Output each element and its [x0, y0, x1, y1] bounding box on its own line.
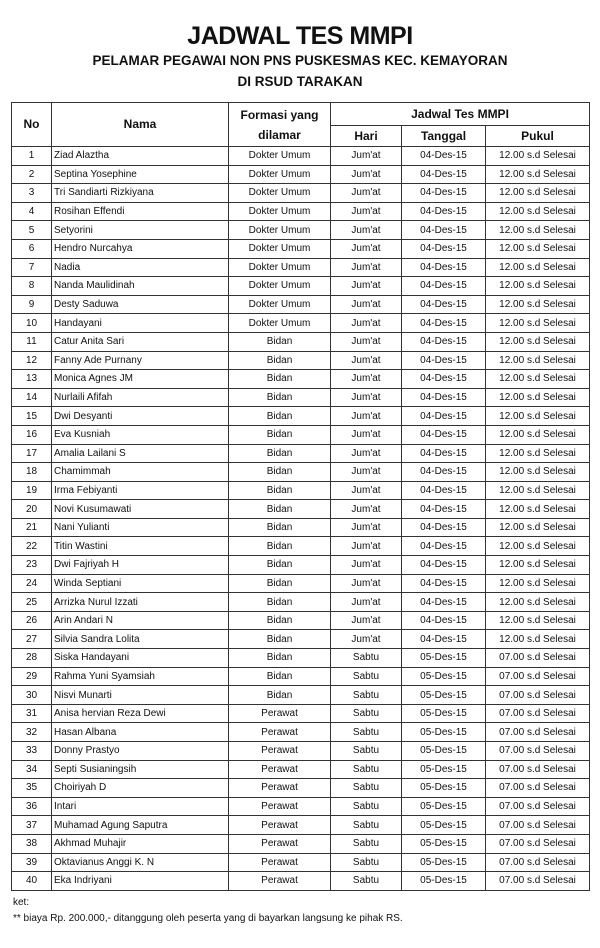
cell-tanggal: 05-Des-15 — [402, 742, 486, 761]
cell-hari: Jum'at — [331, 295, 402, 314]
cell-tanggal: 05-Des-15 — [402, 723, 486, 742]
cell-tanggal: 05-Des-15 — [402, 853, 486, 872]
table-row — [12, 147, 590, 166]
cell-no: 20 — [12, 500, 52, 519]
cell-nama: Intari — [52, 797, 229, 816]
cell-nama: Dwi Desyanti — [52, 407, 229, 426]
cell-no: 2 — [12, 165, 52, 184]
cell-formasi: Bidan — [229, 351, 331, 370]
cell-no: 15 — [12, 407, 52, 426]
page-subtitle-location: DI RSUD TARAKAN — [237, 74, 363, 89]
cell-formasi: Bidan — [229, 518, 331, 537]
table-row — [12, 742, 590, 761]
cell-hari: Jum'at — [331, 425, 402, 444]
cell-hari: Jum'at — [331, 239, 402, 258]
cell-formasi: Dokter Umum — [229, 295, 331, 314]
table-row — [12, 816, 590, 835]
cell-hari: Jum'at — [331, 463, 402, 482]
cell-hari: Jum'at — [331, 500, 402, 519]
cell-tanggal: 04-Des-15 — [402, 537, 486, 556]
cell-pukul: 12.00 s.d Selesai — [486, 574, 590, 593]
cell-hari: Sabtu — [331, 723, 402, 742]
cell-hari: Sabtu — [331, 667, 402, 686]
cell-pukul: 12.00 s.d Selesai — [486, 481, 590, 500]
cell-formasi: Bidan — [229, 667, 331, 686]
table-row — [12, 370, 590, 389]
cell-tanggal: 04-Des-15 — [402, 165, 486, 184]
table-row — [12, 834, 590, 853]
table-row — [12, 239, 590, 258]
table-row — [12, 444, 590, 463]
cell-formasi: Dokter Umum — [229, 184, 331, 203]
table-row — [12, 518, 590, 537]
cell-hari: Jum'at — [331, 630, 402, 649]
cell-nama: Titin Wastini — [52, 537, 229, 556]
cell-pukul: 12.00 s.d Selesai — [486, 370, 590, 389]
cell-formasi: Perawat — [229, 760, 331, 779]
cell-nama: Nani Yulianti — [52, 518, 229, 537]
cell-tanggal: 04-Des-15 — [402, 351, 486, 370]
cell-hari: Jum'at — [331, 537, 402, 556]
cell-hari: Jum'at — [331, 481, 402, 500]
cell-hari: Jum'at — [331, 221, 402, 240]
cell-formasi: Bidan — [229, 686, 331, 705]
cell-hari: Jum'at — [331, 165, 402, 184]
cell-hari: Sabtu — [331, 853, 402, 872]
cell-tanggal: 04-Des-15 — [402, 314, 486, 333]
cell-tanggal: 04-Des-15 — [402, 332, 486, 351]
cell-formasi: Dokter Umum — [229, 165, 331, 184]
cell-formasi: Bidan — [229, 649, 331, 668]
cell-hari: Sabtu — [331, 834, 402, 853]
cell-formasi: Bidan — [229, 500, 331, 519]
table-row — [12, 388, 590, 407]
cell-formasi: Perawat — [229, 872, 331, 891]
cell-formasi: Dokter Umum — [229, 147, 331, 166]
table-row — [12, 649, 590, 668]
cell-formasi: Perawat — [229, 723, 331, 742]
cell-no: 7 — [12, 258, 52, 277]
cell-no: 22 — [12, 537, 52, 556]
cell-hari: Jum'at — [331, 444, 402, 463]
cell-pukul: 07.00 s.d Selesai — [486, 667, 590, 686]
cell-nama: Donny Prastyo — [52, 742, 229, 761]
cell-hari: Jum'at — [331, 314, 402, 333]
table-row — [12, 258, 590, 277]
cell-hari: Sabtu — [331, 649, 402, 668]
cell-formasi: Perawat — [229, 834, 331, 853]
page-subtitle: PELAMAR PEGAWAI NON PNS PUSKESMAS KEC. KEMAYORAN — [92, 53, 508, 68]
cell-formasi: Dokter Umum — [229, 258, 331, 277]
cell-no: 3 — [12, 184, 52, 203]
table-row — [12, 481, 590, 500]
table-row — [12, 872, 590, 891]
cell-formasi: Perawat — [229, 816, 331, 835]
table-row — [12, 760, 590, 779]
cell-tanggal: 04-Des-15 — [402, 221, 486, 240]
cell-no: 12 — [12, 351, 52, 370]
cell-pukul: 12.00 s.d Selesai — [486, 239, 590, 258]
cell-pukul: 12.00 s.d Selesai — [486, 611, 590, 630]
cell-hari: Sabtu — [331, 704, 402, 723]
table-row — [12, 425, 590, 444]
table-row — [12, 332, 590, 351]
cell-no: 19 — [12, 481, 52, 500]
table-body — [12, 147, 590, 891]
cell-no: 6 — [12, 239, 52, 258]
column-header-formasi: Formasi yang dilamar — [229, 103, 331, 147]
cell-no: 38 — [12, 834, 52, 853]
cell-tanggal: 05-Des-15 — [402, 704, 486, 723]
table-row — [12, 686, 590, 705]
cell-pukul: 07.00 s.d Selesai — [486, 742, 590, 761]
cell-nama: Hendro Nurcahya — [52, 239, 229, 258]
cell-pukul: 07.00 s.d Selesai — [486, 872, 590, 891]
cell-no: 33 — [12, 742, 52, 761]
cell-hari: Jum'at — [331, 277, 402, 296]
cell-no: 24 — [12, 574, 52, 593]
cell-nama: Septi Susianingsih — [52, 760, 229, 779]
cell-formasi: Bidan — [229, 332, 331, 351]
table-row — [12, 667, 590, 686]
cell-formasi: Dokter Umum — [229, 202, 331, 221]
cell-pukul: 12.00 s.d Selesai — [486, 332, 590, 351]
column-header-pukul: Pukul — [486, 126, 590, 147]
cell-no: 14 — [12, 388, 52, 407]
cell-pukul: 12.00 s.d Selesai — [486, 444, 590, 463]
note-text: ** biaya Rp. 200.000,- ditanggung oleh peserta yang di bayarkan langsung ke pihak RS. — [13, 913, 403, 924]
column-header-no: No — [12, 103, 52, 147]
cell-pukul: 12.00 s.d Selesai — [486, 407, 590, 426]
cell-tanggal: 04-Des-15 — [402, 630, 486, 649]
cell-pukul: 12.00 s.d Selesai — [486, 147, 590, 166]
cell-tanggal: 04-Des-15 — [402, 556, 486, 575]
cell-formasi: Bidan — [229, 388, 331, 407]
cell-tanggal: 05-Des-15 — [402, 834, 486, 853]
cell-tanggal: 05-Des-15 — [402, 797, 486, 816]
table-row — [12, 704, 590, 723]
cell-nama: Eva Kusniah — [52, 425, 229, 444]
cell-no: 4 — [12, 202, 52, 221]
cell-nama: Chamimmah — [52, 463, 229, 482]
cell-tanggal: 04-Des-15 — [402, 277, 486, 296]
cell-no: 34 — [12, 760, 52, 779]
cell-pukul: 12.00 s.d Selesai — [486, 221, 590, 240]
cell-nama: Arrizka Nurul Izzati — [52, 593, 229, 612]
table-row — [12, 351, 590, 370]
cell-nama: Fanny Ade Purnany — [52, 351, 229, 370]
cell-hari: Jum'at — [331, 258, 402, 277]
cell-formasi: Bidan — [229, 463, 331, 482]
table-row — [12, 611, 590, 630]
cell-nama: Tri Sandiarti Rizkiyana — [52, 184, 229, 203]
cell-nama: Irma Febiyanti — [52, 481, 229, 500]
table-row — [12, 556, 590, 575]
cell-nama: Siska Handayani — [52, 649, 229, 668]
cell-no: 25 — [12, 593, 52, 612]
cell-hari: Jum'at — [331, 407, 402, 426]
cell-nama: Arin Andari N — [52, 611, 229, 630]
cell-pukul: 07.00 s.d Selesai — [486, 649, 590, 668]
cell-nama: Oktavianus Anggi K. N — [52, 853, 229, 872]
cell-no: 26 — [12, 611, 52, 630]
cell-nama: Nanda Maulidinah — [52, 277, 229, 296]
cell-pukul: 07.00 s.d Selesai — [486, 779, 590, 798]
cell-formasi: Bidan — [229, 425, 331, 444]
cell-nama: Dwi Fajriyah H — [52, 556, 229, 575]
cell-tanggal: 04-Des-15 — [402, 295, 486, 314]
cell-hari: Jum'at — [331, 556, 402, 575]
cell-formasi: Bidan — [229, 630, 331, 649]
cell-nama: Rahma Yuni Syamsiah — [52, 667, 229, 686]
cell-nama: Winda Septiani — [52, 574, 229, 593]
cell-tanggal: 04-Des-15 — [402, 239, 486, 258]
cell-nama: Catur Anita Sari — [52, 332, 229, 351]
cell-pukul: 12.00 s.d Selesai — [486, 593, 590, 612]
cell-pukul: 12.00 s.d Selesai — [486, 351, 590, 370]
cell-formasi: Bidan — [229, 444, 331, 463]
cell-formasi: Bidan — [229, 407, 331, 426]
table-row — [12, 797, 590, 816]
cell-nama: Hasan Albana — [52, 723, 229, 742]
cell-hari: Sabtu — [331, 760, 402, 779]
cell-no: 27 — [12, 630, 52, 649]
cell-no: 32 — [12, 723, 52, 742]
cell-no: 16 — [12, 425, 52, 444]
table-row — [12, 500, 590, 519]
cell-formasi: Bidan — [229, 537, 331, 556]
cell-no: 30 — [12, 686, 52, 705]
cell-no: 11 — [12, 332, 52, 351]
cell-formasi: Perawat — [229, 797, 331, 816]
cell-formasi: Bidan — [229, 556, 331, 575]
cell-pukul: 12.00 s.d Selesai — [486, 314, 590, 333]
cell-no: 39 — [12, 853, 52, 872]
cell-tanggal: 05-Des-15 — [402, 872, 486, 891]
cell-pukul: 07.00 s.d Selesai — [486, 760, 590, 779]
cell-formasi: Bidan — [229, 370, 331, 389]
cell-no: 9 — [12, 295, 52, 314]
cell-hari: Jum'at — [331, 388, 402, 407]
table-row — [12, 407, 590, 426]
table-row — [12, 165, 590, 184]
cell-no: 5 — [12, 221, 52, 240]
cell-hari: Jum'at — [331, 518, 402, 537]
cell-formasi: Bidan — [229, 481, 331, 500]
cell-tanggal: 04-Des-15 — [402, 370, 486, 389]
cell-nama: Nisvi Munarti — [52, 686, 229, 705]
cell-pukul: 07.00 s.d Selesai — [486, 834, 590, 853]
cell-formasi: Dokter Umum — [229, 314, 331, 333]
cell-pukul: 07.00 s.d Selesai — [486, 853, 590, 872]
cell-tanggal: 04-Des-15 — [402, 258, 486, 277]
cell-nama: Novi Kusumawati — [52, 500, 229, 519]
note-label: ket: — [13, 897, 30, 908]
cell-tanggal: 04-Des-15 — [402, 500, 486, 519]
cell-hari: Sabtu — [331, 872, 402, 891]
cell-tanggal: 04-Des-15 — [402, 147, 486, 166]
cell-pukul: 12.00 s.d Selesai — [486, 556, 590, 575]
table-row — [12, 593, 590, 612]
cell-pukul: 12.00 s.d Selesai — [486, 202, 590, 221]
table-row — [12, 463, 590, 482]
cell-formasi: Bidan — [229, 611, 331, 630]
cell-formasi: Dokter Umum — [229, 239, 331, 258]
cell-no: 31 — [12, 704, 52, 723]
cell-no: 1 — [12, 147, 52, 166]
cell-nama: Muhamad Agung Saputra — [52, 816, 229, 835]
cell-formasi: Perawat — [229, 704, 331, 723]
cell-pukul: 07.00 s.d Selesai — [486, 797, 590, 816]
cell-nama: Akhmad Muhajir — [52, 834, 229, 853]
cell-nama: Nurlaili Afifah — [52, 388, 229, 407]
cell-hari: Jum'at — [331, 593, 402, 612]
cell-tanggal: 04-Des-15 — [402, 407, 486, 426]
cell-tanggal: 04-Des-15 — [402, 444, 486, 463]
cell-tanggal: 04-Des-15 — [402, 388, 486, 407]
cell-tanggal: 04-Des-15 — [402, 463, 486, 482]
cell-no: 36 — [12, 797, 52, 816]
cell-hari: Jum'at — [331, 611, 402, 630]
cell-no: 23 — [12, 556, 52, 575]
cell-tanggal: 04-Des-15 — [402, 518, 486, 537]
table-row — [12, 221, 590, 240]
table-row — [12, 202, 590, 221]
cell-tanggal: 04-Des-15 — [402, 593, 486, 612]
cell-no: 28 — [12, 649, 52, 668]
cell-no: 18 — [12, 463, 52, 482]
table-row — [12, 574, 590, 593]
cell-nama: Choiriyah D — [52, 779, 229, 798]
table-row — [12, 295, 590, 314]
cell-pukul: 12.00 s.d Selesai — [486, 500, 590, 519]
cell-nama: Eka Indriyani — [52, 872, 229, 891]
cell-tanggal: 04-Des-15 — [402, 611, 486, 630]
table-row — [12, 277, 590, 296]
cell-pukul: 12.00 s.d Selesai — [486, 518, 590, 537]
cell-tanggal: 05-Des-15 — [402, 667, 486, 686]
cell-hari: Sabtu — [331, 797, 402, 816]
cell-hari: Jum'at — [331, 574, 402, 593]
table-row — [12, 184, 590, 203]
cell-pukul: 12.00 s.d Selesai — [486, 165, 590, 184]
table-row — [12, 537, 590, 556]
cell-pukul: 07.00 s.d Selesai — [486, 704, 590, 723]
cell-no: 35 — [12, 779, 52, 798]
cell-pukul: 12.00 s.d Selesai — [486, 425, 590, 444]
column-group-jadwal: Jadwal Tes MMPI — [331, 103, 590, 126]
cell-formasi: Dokter Umum — [229, 221, 331, 240]
cell-formasi: Bidan — [229, 574, 331, 593]
cell-tanggal: 04-Des-15 — [402, 574, 486, 593]
cell-no: 17 — [12, 444, 52, 463]
cell-pukul: 12.00 s.d Selesai — [486, 463, 590, 482]
cell-formasi: Dokter Umum — [229, 277, 331, 296]
table-row — [12, 314, 590, 333]
cell-nama: Silvia Sandra Lolita — [52, 630, 229, 649]
cell-pukul: 12.00 s.d Selesai — [486, 277, 590, 296]
cell-pukul: 07.00 s.d Selesai — [486, 723, 590, 742]
cell-nama: Handayani — [52, 314, 229, 333]
cell-hari: Jum'at — [331, 370, 402, 389]
cell-tanggal: 05-Des-15 — [402, 649, 486, 668]
cell-tanggal: 05-Des-15 — [402, 760, 486, 779]
cell-formasi: Bidan — [229, 593, 331, 612]
schedule-table — [11, 102, 590, 891]
cell-no: 29 — [12, 667, 52, 686]
cell-tanggal: 05-Des-15 — [402, 779, 486, 798]
cell-hari: Sabtu — [331, 686, 402, 705]
table-row — [12, 630, 590, 649]
cell-pukul: 12.00 s.d Selesai — [486, 295, 590, 314]
cell-hari: Sabtu — [331, 779, 402, 798]
cell-tanggal: 04-Des-15 — [402, 481, 486, 500]
cell-no: 8 — [12, 277, 52, 296]
cell-tanggal: 04-Des-15 — [402, 184, 486, 203]
cell-pukul: 12.00 s.d Selesai — [486, 184, 590, 203]
cell-formasi: Perawat — [229, 779, 331, 798]
cell-hari: Jum'at — [331, 332, 402, 351]
cell-nama: Monica Agnes JM — [52, 370, 229, 389]
cell-nama: Rosihan Effendi — [52, 202, 229, 221]
column-header-tanggal: Tanggal — [402, 126, 486, 147]
cell-no: 10 — [12, 314, 52, 333]
column-header-nama: Nama — [52, 103, 229, 147]
cell-tanggal: 05-Des-15 — [402, 686, 486, 705]
cell-pukul: 07.00 s.d Selesai — [486, 816, 590, 835]
cell-hari: Sabtu — [331, 742, 402, 761]
cell-hari: Jum'at — [331, 184, 402, 203]
cell-pukul: 12.00 s.d Selesai — [486, 388, 590, 407]
cell-pukul: 07.00 s.d Selesai — [486, 686, 590, 705]
cell-tanggal: 05-Des-15 — [402, 816, 486, 835]
table-row — [12, 723, 590, 742]
cell-pukul: 12.00 s.d Selesai — [486, 630, 590, 649]
table-row — [12, 853, 590, 872]
cell-nama: Nadia — [52, 258, 229, 277]
cell-no: 40 — [12, 872, 52, 891]
cell-pukul: 12.00 s.d Selesai — [486, 258, 590, 277]
table-row — [12, 779, 590, 798]
cell-nama: Setyorini — [52, 221, 229, 240]
cell-hari: Jum'at — [331, 147, 402, 166]
cell-formasi: Perawat — [229, 742, 331, 761]
page-title: JADWAL TES MMPI — [187, 22, 413, 50]
cell-no: 37 — [12, 816, 52, 835]
cell-hari: Jum'at — [331, 351, 402, 370]
column-header-hari: Hari — [331, 126, 402, 147]
cell-no: 13 — [12, 370, 52, 389]
cell-formasi: Perawat — [229, 853, 331, 872]
cell-hari: Jum'at — [331, 202, 402, 221]
cell-pukul: 12.00 s.d Selesai — [486, 537, 590, 556]
cell-tanggal: 04-Des-15 — [402, 202, 486, 221]
cell-nama: Ziad Alaztha — [52, 147, 229, 166]
cell-hari: Sabtu — [331, 816, 402, 835]
cell-nama: Septina Yosephine — [52, 165, 229, 184]
cell-nama: Desty Saduwa — [52, 295, 229, 314]
cell-nama: Anisa hervian Reza Dewi — [52, 704, 229, 723]
cell-nama: Amalia Lailani S — [52, 444, 229, 463]
cell-no: 21 — [12, 518, 52, 537]
cell-tanggal: 04-Des-15 — [402, 425, 486, 444]
